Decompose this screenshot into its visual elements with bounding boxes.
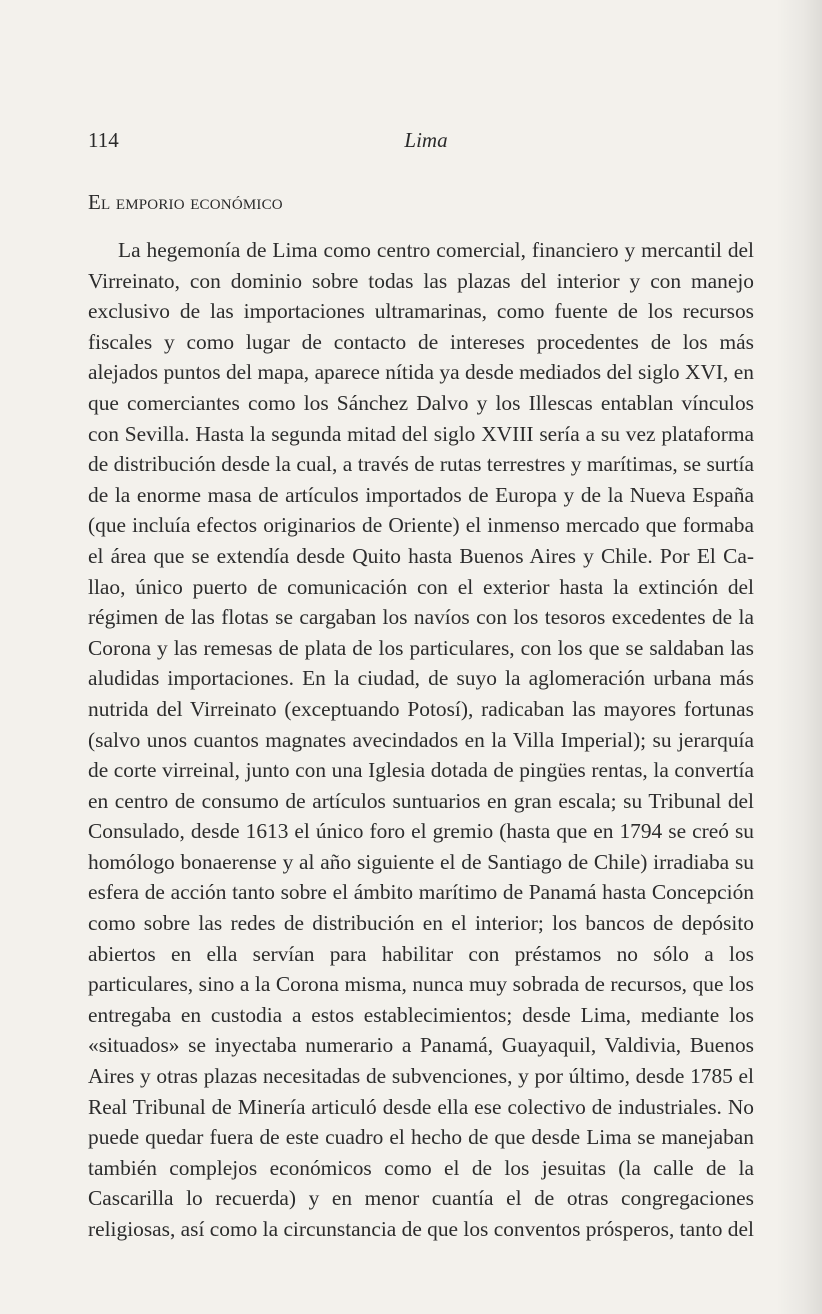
page-number: 114	[88, 128, 119, 152]
body-paragraph: La hegemonía de Lima como centro comercial, financiero y mercantil del Virreinato, con dominio sobre todas las plazas del interior y con manejo exclusivo de las importaciones ultramarinas, como fuente de los recursos fiscales y como lugar de contacto de intereses procedentes de los más alejados puntos del mapa, aparece nítida ya desde mediados del siglo XVI, en que comerciantes como los Sánchez Dalvo y los Illescas entablan vínculos con Sevilla. Hasta la segunda mitad del siglo XVIII sería a su vez plataforma de distribución desde la cual, a través de rutas terrestres y marítimas, se surtía de la enorme masa de artículos importados de Europa y de la Nueva España (que incluía efectos originarios de Oriente) el inmenso mercado que formaba el área que se extendía desde Quito hasta Buenos Aires y Chile. Por El Callao, único puerto de comunicación con el exterior hasta la extinción del régimen de las flotas se cargaban los navíos con los tesoros excedentes de la Corona y las remesas de plata de los particulares, con los que se saldaban las aludidas importaciones. En la ciudad, de suyo la aglomeración urbana más nutrida del Virreinato (exceptuando Potosí), radicaban las mayores fortunas (salvo unos cuantos magnates avecindados en la Villa Imperial); su jerarquía de corte virreinal, junto con una Iglesia dotada de pingües rentas, la convertía en centro de consumo de artículos suntuarios en gran escala; su Tribunal del Consulado, desde 1613 el único foro el gremio (hasta que en 1794 se creó su homólogo bonaerense y al año siguiente el de Santiago de Chile) irradiaba su esfera de acción tanto sobre el ámbito marítimo de Panamá hasta Concepción como sobre las redes de distribución en el interior; los bancos de depósito abiertos en ella servían para habilitar con préstamos no sólo a los particulares, sino a la Corona misma, nunca muy sobrada de recursos, que los entregaba en custodia a estos establecimientos; desde Lima, mediante los «situados» se inyectaba numerario a Panamá, Guayaquil, Valdivia, Buenos Aires y otras plazas necesitadas de subvenciones, y por último, desde 1785 el Real Tribunal de Minería articuló desde ella ese colectivo de industriales. No puede quedar fuera de este cuadro el hecho de que desde Lima se manejaban también complejos económicos como el de los jesuitas (la calle de la Cascarilla lo recuerda) y en menor cuantía el de otras congregaciones religiosas, así como la circunstancia de que los conventos prósperos, tanto del	[88, 238, 754, 1241]
page-edge-shadow	[776, 0, 822, 1314]
section-heading: El emporio económico	[88, 190, 283, 214]
running-head	[88, 128, 764, 160]
running-title: Lima	[404, 128, 448, 152]
